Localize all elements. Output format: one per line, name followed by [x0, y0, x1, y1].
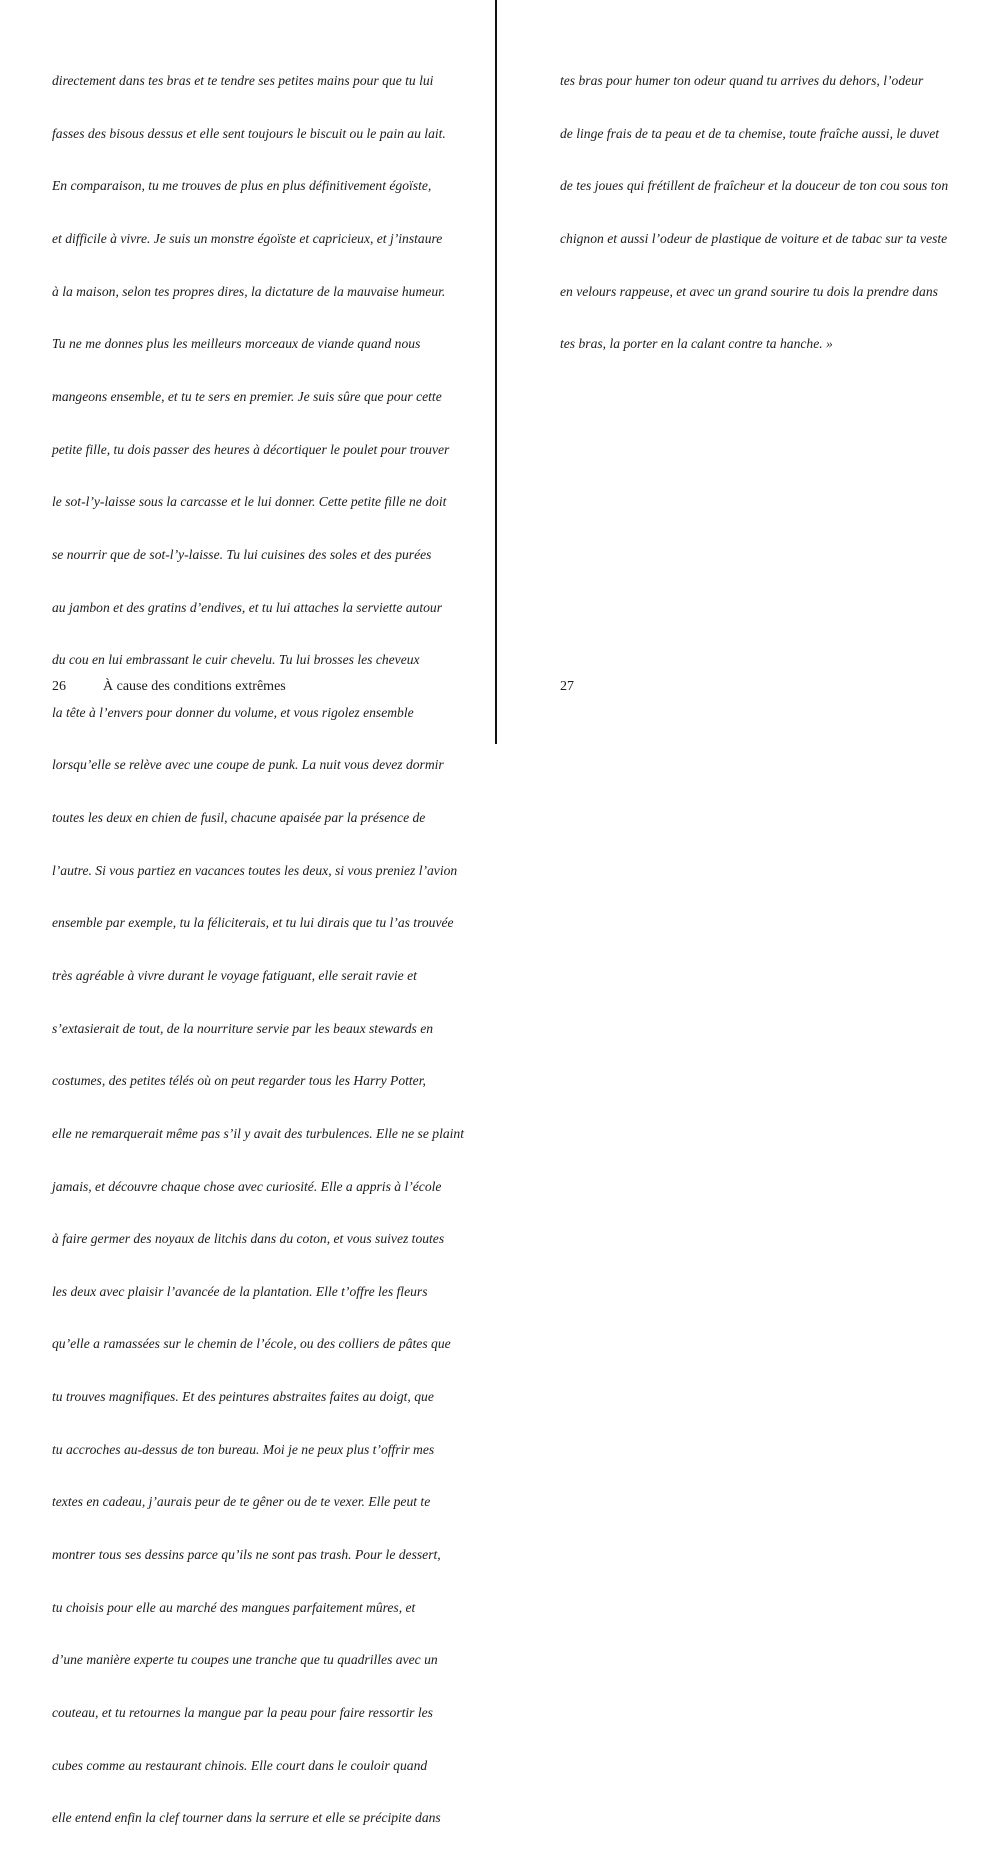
text-line: couteau, et tu retournes la mangue par la peau pour faire ressortir les	[52, 1704, 433, 1720]
text-line: costumes, des petites télés où on peut regarder tous les Harry Potter,	[52, 1073, 426, 1089]
text-line: du cou en lui embrassant le cuir chevelu. Tu lui brosses les cheveux	[52, 652, 420, 668]
text-line: toutes les deux en chien de fusil, chacune apaisée par la présence de	[52, 810, 426, 826]
text-line: fasses des bisous dessus et elle sent toujours le biscuit ou le pain au lait.	[52, 125, 446, 141]
text-line: tes bras, la porter en la calant contre ta hanche. »	[560, 336, 833, 352]
text-line: elle ne remarquerait même pas s’il y avait des turbulences. Elle ne se plaint	[52, 1125, 464, 1141]
page-number-right: 27	[560, 679, 574, 694]
text-line: se nourrir que de sot-l’y-laisse. Tu lui cuisines des soles et des purées	[52, 546, 432, 562]
text-line: jamais, et découvre chaque chose avec curiosité. Elle a appris à l’école	[52, 1178, 442, 1194]
text-line: en velours rappeuse, et avec un grand sourire tu dois la prendre dans	[560, 283, 938, 299]
text-line: qu’elle a ramassées sur le chemin de l’école, ou des colliers de pâtes que	[52, 1336, 451, 1352]
text-line: tes bras pour humer ton odeur quand tu arrives du dehors, l’odeur	[560, 73, 924, 89]
text-line: cubes comme au restaurant chinois. Elle court dans le couloir quand	[52, 1757, 428, 1773]
text-line: En comparaison, tu me trouves de plus en plus définitivement égoïste,	[52, 178, 432, 194]
text-line: s’extasierait de tout, de la nourriture servie par les beaux stewards en	[52, 1020, 434, 1036]
text-line: et difficile à vivre. Je suis un monstre égoïste et capricieux, et j’instaure	[52, 231, 443, 247]
left-page-body	[52, 37, 464, 1862]
text-line: le sot-l’y-laisse sous la carcasse et le lui donner. Cette petite fille ne doit	[52, 494, 447, 510]
text-line: de tes joues qui frétillent de fraîcheur et la douceur de ton cou sous ton	[560, 178, 949, 194]
text-line: ensemble par exemple, tu la féliciterais, et tu lui dirais que tu l’as trouvée	[52, 915, 454, 931]
right-page-body	[560, 37, 948, 388]
text-line: de linge frais de ta peau et de ta chemise, toute fraîche aussi, le duvet	[560, 125, 940, 141]
text-line: chignon et aussi l’odeur de plastique de voiture et de tabac sur ta veste	[560, 231, 948, 247]
text-line: l’autre. Si vous partiez en vacances toutes les deux, si vous preniez l’avion	[52, 862, 458, 878]
page-number-left: 26	[52, 679, 66, 694]
text-line: elle entend enfin la clef tourner dans la serrure et elle se précipite dans	[52, 1810, 441, 1826]
text-line: montrer tous ses dessins parce qu’ils ne sont pas trash. Pour le dessert,	[52, 1547, 441, 1563]
text-line: d’une manière experte tu coupes une tranche que tu quadrilles avec un	[52, 1652, 438, 1668]
text-line: lorsqu’elle se relève avec une coupe de punk. La nuit vous devez dormir	[52, 757, 444, 773]
book-gutter	[495, 0, 497, 744]
text-line: très agréable à vivre durant le voyage fatiguant, elle serait ravie et	[52, 967, 417, 983]
text-line: directement dans tes bras et te tendre ses petites mains pour que tu lui	[52, 73, 434, 89]
text-line: à la maison, selon tes propres dires, la dictature de la mauvaise humeur.	[52, 283, 446, 299]
text-line: à faire germer des noyaux de litchis dans du coton, et vous suivez toutes	[52, 1231, 445, 1247]
text-line: tu choisis pour elle au marché des mangues parfaitement mûres, et	[52, 1599, 416, 1615]
text-line: Tu ne me donnes plus les meilleurs morceaux de viande quand nous	[52, 336, 421, 352]
text-line: les deux avec plaisir l’avancée de la plantation. Elle t’offre les fleurs	[52, 1283, 428, 1299]
text-line: la tête à l’envers pour donner du volume, et vous rigolez ensemble	[52, 704, 414, 720]
text-line: textes en cadeau, j’aurais peur de te gêner ou de te vexer. Elle peut te	[52, 1494, 431, 1510]
text-line: au jambon et des gratins d’endives, et tu lui attaches la serviette autour	[52, 599, 443, 615]
text-line: tu trouves magnifiques. Et des peintures abstraites faites au doigt, que	[52, 1389, 434, 1405]
text-line: tu accroches au-dessus de ton bureau. Moi je ne peux plus t’offrir mes	[52, 1441, 435, 1457]
running-head: À cause des conditions extrêmes	[103, 679, 286, 694]
text-line: petite fille, tu dois passer des heures à décortiquer le poulet pour trouver	[52, 441, 450, 457]
text-line: mangeons ensemble, et tu te sers en premier. Je suis sûre que pour cette	[52, 388, 442, 404]
